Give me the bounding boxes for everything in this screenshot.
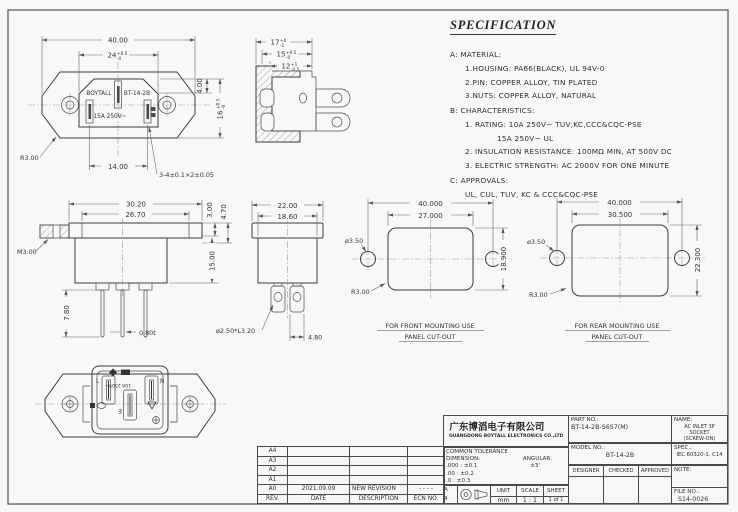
angular-label: ANGULAR: (522, 455, 552, 462)
spec-section-b-label: B: CHARACTERISTICS: (450, 106, 535, 116)
tolerance-cell (443, 447, 569, 485)
rev-id: A2 (257, 465, 288, 476)
dim-pin-length (62, 297, 72, 329)
designer-label: DESIGNER (569, 466, 603, 477)
dim-pin-pitch (101, 162, 135, 171)
hole-diameter-label: ø3.50 (345, 237, 364, 245)
rating-marking: 15A 250V~ (93, 114, 127, 120)
rear-cutout-view (527, 198, 705, 342)
flange-plate (69, 223, 202, 238)
svg-text:-1: -1 (280, 44, 285, 49)
screw-hole-left (62, 396, 78, 412)
spec-section-a-label: A: MATERIAL: (450, 50, 502, 59)
svg-text:-0: -0 (286, 56, 291, 61)
pin-end-view (216, 201, 323, 342)
pin-spec-label: ø2.50*L3.20 (216, 327, 256, 335)
company-name-cn: 广东博滔电子有限公司 (449, 422, 545, 434)
model-marking: BT-14-2B (123, 91, 151, 97)
svg-text:-0: -0 (117, 57, 122, 62)
dim-width-outer (119, 200, 153, 209)
svg-text:15.00: 15.00 (208, 250, 217, 272)
flange-inner-edges (82, 223, 189, 238)
part-no-value: BT-14-2B-S6S7(M) (571, 423, 629, 431)
name-value-2: (SCREW-ON) (683, 436, 716, 443)
dim-hole-spacing (410, 199, 451, 208)
name-cell (671, 415, 728, 443)
dim-flange-thickness: 3.00 (206, 202, 214, 218)
projection-symbol-cell (457, 485, 491, 504)
model-no-cell (568, 443, 672, 465)
tolerance-row-2: .00 : ±0.2 (446, 470, 474, 477)
front-cutout-view (345, 199, 512, 342)
body-outline (272, 71, 316, 131)
dim-step: 4.70 (220, 204, 228, 220)
rev-id: A4 (257, 446, 288, 457)
unit-label: UNIT (491, 486, 516, 497)
sheet-cell (543, 485, 569, 504)
svg-text:+0: +0 (280, 38, 287, 44)
svg-text:16: 16 (216, 110, 225, 120)
spec-line: 1.HOUSING: PA66(BLACK), UL 94V-0 (465, 64, 605, 73)
spec-line: 1. RATING: 10A 250V~ TUV,KC,CCC&CQC-PSE (465, 120, 642, 130)
svg-text:+0.5: +0.5 (216, 98, 222, 109)
third-angle-projection-icon (458, 486, 490, 503)
spec-value: IEC 60320-1, C14 (676, 451, 723, 458)
caption-line-1: FOR FRONT MOUNTING USE (385, 322, 475, 330)
tolerance-row-1: .000 : ±0.1 (446, 463, 478, 470)
caption-line-2: PANEL CUT-OUT (404, 333, 456, 341)
model-no-label: MODEL NO.: (571, 445, 605, 451)
radius-label: R3.00 (351, 288, 370, 296)
rev-header-date: DATE (287, 494, 350, 505)
svg-text:18.60: 18.60 (277, 212, 298, 221)
svg-text:30.500: 30.500 (607, 210, 633, 219)
revision-table (258, 447, 445, 504)
dimension-label: DIMENSION: (446, 455, 481, 462)
paper-size-4: 4 (444, 495, 448, 502)
tolerance-row-3: .0 : ±0.3 (446, 477, 471, 484)
rev-desc: NEW REVISION (349, 484, 408, 495)
spec-line: UL, CUL, TUV, KC & CCC&CQC-PSE (465, 189, 599, 199)
svg-text:14.00: 14.00 (107, 162, 129, 171)
dim-body-height (207, 243, 217, 279)
spec-cell (671, 443, 728, 465)
brand-marking: BOYTALL (86, 91, 112, 97)
side-view (17, 200, 232, 338)
unit-cell (490, 485, 517, 504)
name-value-1: AC INLET 3P SOCKET (684, 423, 715, 437)
rating-marking: 10A 250V~ (104, 382, 132, 387)
sheet-value: 1 of 1 (548, 497, 564, 503)
svg-text:-0: -0 (221, 104, 227, 109)
dim-opening-height (692, 241, 702, 279)
svg-text:40.000: 40.000 (418, 199, 443, 208)
pin-label-line: L (96, 379, 100, 385)
terminal-1-hole (332, 93, 342, 103)
tab-hole-1 (274, 293, 282, 302)
checked-label: CHECKED (604, 466, 638, 477)
part-no-label: PART NO.: (571, 417, 599, 423)
rev-date: 2021.09.09 (287, 484, 350, 495)
svg-text:40.00: 40.00 (107, 36, 129, 45)
dim-width-inner (271, 212, 304, 221)
dim-opening-width (599, 210, 640, 219)
dim-pin-offset: 4.00 (196, 78, 204, 94)
paper-size-cell (443, 485, 458, 504)
pin-bases (96, 283, 152, 290)
extension-lines (42, 36, 224, 170)
section-view (256, 38, 350, 143)
pin-label-neutral: N (160, 379, 165, 385)
designer-cell (568, 465, 604, 504)
svg-text:18.900: 18.900 (499, 246, 508, 272)
front-view (20, 35, 227, 179)
spec-line: 3. ELECTRIC STRENGTH: AC 2000V FOR ONE MINUTE (465, 160, 670, 170)
svg-text:27.000: 27.000 (418, 211, 443, 220)
company-name-en: GUANGDONG BOYTALL ELECTRONICS CO.,LTD (449, 434, 564, 440)
caption-line-2: PANEL CUT-OUT (591, 333, 643, 341)
dim-width-inner (119, 210, 152, 219)
checked-cell (603, 465, 639, 504)
name-label: NAME: (674, 417, 693, 423)
body-hole (300, 93, 307, 103)
dim-opening-width (410, 211, 451, 220)
svg-text:26.70: 26.70 (125, 210, 146, 219)
dim-depth-17 (266, 38, 290, 50)
dim-width-outer (271, 201, 304, 210)
svg-text:15: 15 (276, 50, 286, 59)
file-no-cell (671, 487, 728, 504)
specification-title: SPECIFICATION (450, 18, 556, 35)
body (75, 238, 167, 283)
svg-text:22.00: 22.00 (277, 201, 298, 210)
scale-value: 1 : 1 (522, 497, 538, 504)
svg-text:17: 17 (270, 38, 280, 47)
rev-header-desc: DESCRIPTION (349, 494, 408, 505)
rev-id: A1 (257, 475, 288, 486)
note-label: NOTE: (674, 467, 692, 473)
cert-mark (151, 113, 156, 117)
rev-ecn: - - - - (407, 484, 445, 495)
note-cell (671, 465, 728, 488)
svg-text:22.300: 22.300 (693, 247, 702, 273)
spec-line: 3.NUTS: COPPER ALLOY, NATURAL (465, 91, 597, 101)
sheet-label: SHEET (544, 486, 568, 497)
spec-label: SPEC.: (674, 445, 693, 451)
svg-text:12: 12 (281, 62, 291, 71)
rev-header-ecn: ECN NO. (407, 494, 445, 505)
pin-cap-1 (260, 89, 274, 107)
part-no-cell (568, 415, 672, 443)
specification-block (450, 14, 728, 204)
paper-size-a: A (444, 487, 448, 493)
file-no-label: FILE NO.: (674, 489, 700, 495)
pin-label-earth: E (118, 407, 122, 413)
terminal-2-hole (332, 117, 342, 127)
dim-overall-width (102, 35, 134, 45)
tolerance-title: COMMON TOLERANCE (446, 449, 508, 455)
svg-text:24: 24 (107, 51, 117, 60)
svg-text:-0.5: -0.5 (291, 68, 300, 73)
pin-cap-2 (261, 113, 274, 131)
svg-text:+0.5: +0.5 (117, 51, 128, 57)
svg-text:+1: +1 (291, 62, 298, 68)
spec-line: 15A 250V~ UL (497, 133, 554, 143)
terminal-tab-1 (271, 286, 285, 312)
approved-label: APPROVED (639, 466, 671, 477)
angular-value: ±3' (530, 463, 540, 470)
cert-mark (151, 107, 156, 111)
svg-text:7.80: 7.80 (63, 305, 72, 321)
screw-hole-right (182, 396, 198, 412)
terminal-2 (316, 113, 350, 131)
dim-depth-15 (272, 50, 298, 62)
svg-text:+0.5: +0.5 (286, 50, 297, 56)
spec-line: 2. INSULATION RESISTANCE: 100MΩ MIN, AT 500V DC (465, 147, 673, 157)
terminal-tab-2 (290, 286, 304, 312)
svg-text:40.000: 40.000 (607, 198, 632, 207)
dim-pin-thickness: 0.80t (139, 328, 156, 337)
file-no-value: S14-0026 (678, 495, 709, 503)
company-cell (443, 415, 569, 447)
tab-hole-2 (293, 293, 301, 302)
unit-value: mm (497, 497, 510, 504)
scale-label: SCALE (517, 486, 543, 497)
model-no-value: BT-14-2B (605, 451, 635, 459)
spec-section-c-label: C: APPROVALS: (450, 175, 509, 185)
spec-line: 2.PIN: COPPER ALLOY, TIN PLATED (465, 77, 598, 87)
rev-header-rev: REV. (257, 494, 288, 505)
rear-face-view (35, 366, 226, 437)
slot-note: 3-4±0.1×2±0.05 (159, 171, 214, 179)
rev-id: A3 (257, 456, 288, 467)
scale-cell (516, 485, 544, 504)
dim-opening-width (103, 50, 129, 62)
svg-text:30.20: 30.20 (125, 200, 147, 209)
dim-opening-height (498, 240, 508, 278)
radius-label: R3.00 (20, 154, 39, 162)
thread-label: M3.00 (17, 248, 37, 256)
approved-cell (638, 465, 672, 504)
radius-label: R3.00 (529, 291, 548, 299)
certification-marks (90, 369, 160, 424)
caption-line-1: FOR REAR MOUNTING USE (574, 322, 660, 330)
rev-id: A0 (257, 484, 288, 495)
dim-tab-width: 4.80 (308, 333, 323, 342)
terminal-1 (316, 89, 350, 107)
dim-opening-height (214, 93, 227, 127)
hole-diameter-label: ø3.50 (527, 238, 546, 246)
